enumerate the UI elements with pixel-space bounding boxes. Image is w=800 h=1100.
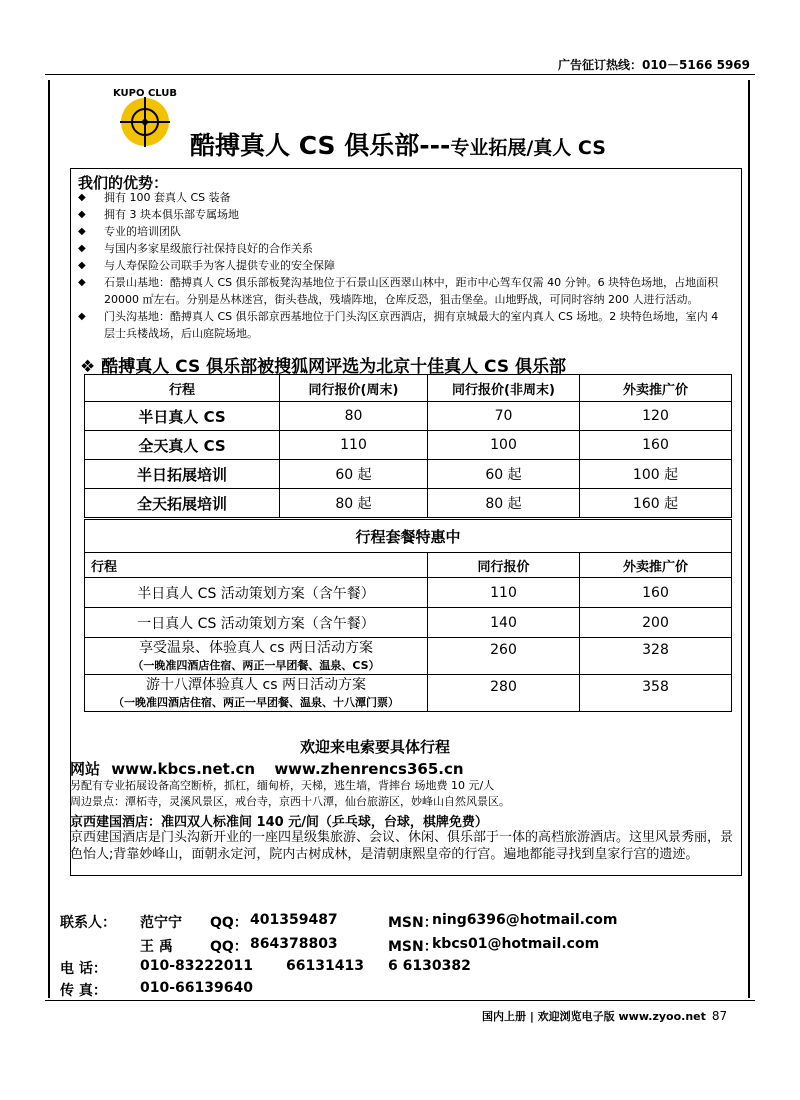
cell: 80 起 (428, 489, 580, 518)
col-header: 同行报价 (428, 553, 580, 578)
cell: 260 (428, 638, 580, 675)
list-item: ◆ 与人寿保险公司联手为客人提供专业的安全保障 (78, 257, 728, 274)
list-item: ◆ 拥有 3 块本俱乐部专属场地 (78, 206, 728, 223)
extras-line-1: 另配有专业拓展设备高空断桥，抓杠，缅甸桥，天梯，逃生墙，背摔台 场地费 10 元/人 (70, 779, 495, 792)
cell: 一日真人 CS 活动策划方案（含午餐） (85, 608, 428, 638)
cell: 358 (580, 675, 732, 712)
table-row (85, 460, 732, 489)
website-line (70, 758, 464, 779)
cell: 半日真人 CS (85, 402, 280, 431)
cell: 60 起 (428, 460, 580, 489)
table-row (85, 402, 732, 431)
award-text: 酷搏真人 CS 俱乐部被搜狐网评选为北京十佳真人 CS 俱乐部 (101, 357, 566, 377)
website-label: 网站 (70, 760, 101, 778)
contact-name: 范宁宁 (140, 915, 182, 931)
table-row (85, 489, 732, 518)
cell: 280 (428, 675, 580, 712)
cell: 全天真人 CS (85, 431, 280, 460)
table-row (85, 431, 732, 460)
table-header-row (85, 553, 732, 578)
cell: 100 (428, 431, 580, 460)
club-logo (100, 84, 190, 156)
title-main: 酷搏真人 CS 俱乐部--- (190, 131, 451, 160)
bottom-divider (45, 1000, 755, 1001)
cell: 半日拓展培训 (85, 460, 280, 489)
col-header: 同行报价(非周末) (428, 375, 580, 402)
ad-hotline: 广告征订热线：010－5166 5969 (557, 58, 750, 72)
cell: 140 (428, 608, 580, 638)
cell: 半日真人 CS 活动策划方案（含午餐） (85, 578, 428, 608)
hotel-description: 京西建国酒店是门头沟新开业的一座四星级集旅游、会议、休闲、俱乐部于一体的高档旅游酒店。这里风景秀丽，景色怡人;背靠妙峰山，面朝永定河，院内古树成林，是清朝康熙皇帝的行宫。遍地都能寻找到皇家行宫的遗迹。 (70, 830, 734, 862)
cell: 全天拓展培训 (85, 489, 280, 518)
table-row (85, 638, 732, 675)
cell: 60 起 (280, 460, 428, 489)
col-header: 外卖推广价 (580, 553, 732, 578)
fax-number: 010-66139640 (140, 980, 253, 996)
col-header: 外卖推广价 (580, 375, 732, 402)
qq-label: QQ： (210, 939, 248, 955)
page-number: 87 (711, 1009, 728, 1023)
table-row (85, 578, 732, 608)
hotel-heading: 京西建国酒店：准四双人标准间 140 元/间（乒乓球，台球，棋牌免费） (70, 815, 488, 830)
advantages-heading: 我们的优势： (78, 174, 169, 192)
qq-number: 864378803 (250, 936, 338, 952)
page-footer (482, 1008, 727, 1024)
page-title (190, 126, 606, 162)
cell: 120 (580, 402, 732, 431)
title-sub: 专业拓展/真人 CS (450, 137, 606, 159)
extras-line-2: 周边景点：潭柘寺，灵溪风景区，戒台寺，京西十八潭，仙台旅游区，妙峰山自然风景区。 (70, 795, 510, 808)
cell: 80 起 (280, 489, 428, 518)
table-row (85, 675, 732, 712)
diamond-icon: ❖ (80, 357, 96, 377)
package-caption: 行程套餐特惠中 (85, 520, 732, 553)
footer-text: 国内上册 | 欢迎浏览电子版 www.zyoo.net (482, 1010, 706, 1023)
phone-number: 66131413 (286, 958, 364, 974)
welcome-text: 欢迎来电索要具体行程 (300, 738, 451, 756)
website-url-2[interactable]: www.zhenrencs365.cn (274, 760, 464, 778)
msn-label: MSN： (388, 939, 438, 955)
cell: 160 起 (580, 489, 732, 518)
list-item: ◆ 拥有 100 套真人 CS 装备 (78, 189, 728, 206)
cell: 160 (580, 578, 732, 608)
cell (85, 675, 428, 712)
list-item: ◆ 门头沟基地：酷搏真人 CS 俱乐部京西基地位于门头沟区京西酒店，拥有京城最大的室内真人 CS 场地。2 块特色场地，室内 4 层士兵楼战场，后山庭院场地。 (78, 308, 728, 342)
col-header: 行程 (85, 375, 280, 402)
col-header: 行程 (85, 553, 428, 578)
logo-text: KUPO CLUB (112, 88, 178, 99)
top-divider (45, 74, 755, 75)
list-item: ◆ 石景山基地：酷搏真人 CS 俱乐部板凳沟基地位于石景山区西翠山林中，距市中心驾车仅需 40 分钟。6 块特色场地，占地面积 20000 ㎡左右。分别是丛林迷宫，街头巷战，残墙阵地，仓库反恐，狙击堡垒。山地野战，可同时容纳 200 人进行活动。 (78, 274, 728, 308)
cell: 110 (280, 431, 428, 460)
cell: 80 (280, 402, 428, 431)
package-name: 享受温泉、体验真人 cs 两日活动方案 (139, 640, 373, 656)
msn-email[interactable]: ning6396@hotmail.com (432, 912, 618, 928)
list-item: ◆ 与国内多家星级旅行社保持良好的合作关系 (78, 240, 728, 257)
cell: 160 (580, 431, 732, 460)
cell: 328 (580, 638, 732, 675)
package-note: （一晚准四酒店住宿、两正一早团餐、温泉、CS） (132, 659, 380, 672)
qq-number: 401359487 (250, 912, 338, 928)
cell: 100 起 (580, 460, 732, 489)
package-table (84, 519, 732, 712)
fax-label: 传 真： (60, 983, 107, 999)
table-caption-row (85, 520, 732, 553)
advantages-list (78, 189, 728, 342)
phone-number: 6 6130382 (388, 958, 471, 974)
phone-number: 010-83222011 (140, 958, 253, 974)
qq-label: QQ： (210, 915, 248, 931)
cell: 110 (428, 578, 580, 608)
contact-name: 王 禹 (140, 939, 173, 955)
package-name: 游十八潭体验真人 cs 两日活动方案 (146, 677, 366, 693)
contact-label: 联系人： (60, 915, 116, 931)
table-header-row (85, 375, 732, 402)
logo-center (142, 119, 148, 125)
col-header: 同行报价(周末) (280, 375, 428, 402)
package-note: （一晚准四酒店住宿、两正一早团餐、温泉、十八潭门票） (113, 696, 399, 709)
website-url-1[interactable]: www.kbcs.net.cn (111, 760, 256, 778)
msn-email[interactable]: kbcs01@hotmail.com (432, 936, 600, 952)
cell: 70 (428, 402, 580, 431)
list-item: ◆ 专业的培训团队 (78, 223, 728, 240)
cell: 200 (580, 608, 732, 638)
phone-label: 电 话： (60, 961, 107, 977)
price-table (84, 374, 732, 518)
table-row (85, 608, 732, 638)
cell (85, 638, 428, 675)
msn-label: MSN： (388, 915, 438, 931)
